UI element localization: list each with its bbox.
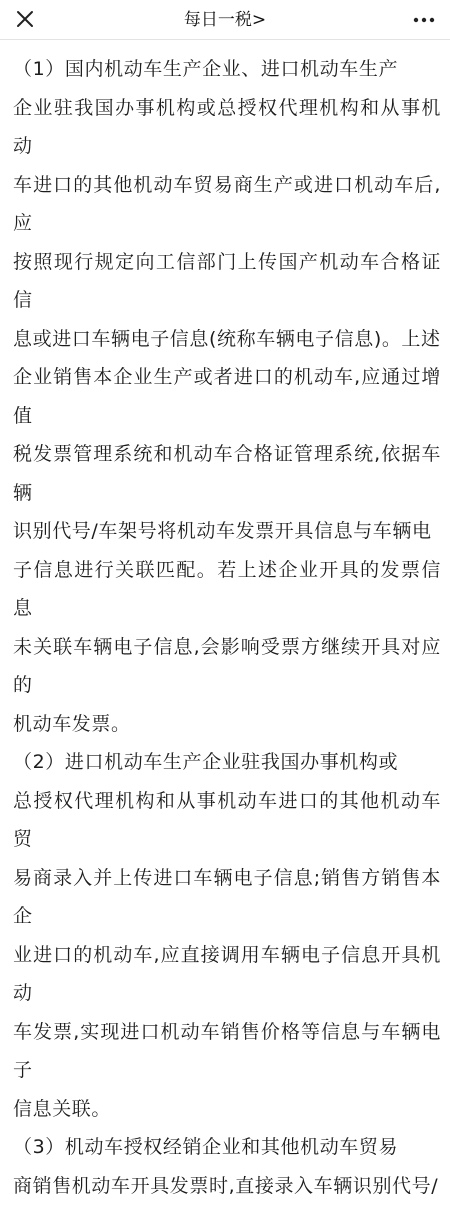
text-line: （2）进口机动车生产企业驻我国办事机构或 [13, 743, 441, 782]
paragraph-2 [13, 743, 441, 1128]
text-line: （3）机动车授权经销企业和其他机动车贸易 [13, 1128, 441, 1167]
text-line: （1）国内机动车生产企业、进口机动车生产 [13, 50, 441, 89]
text-line: 业进口的机动车,应直接调用车辆电子信息开具机动 [13, 936, 441, 1013]
text-line: 识别代号/车架号将机动车发票开具信息与车辆电 [13, 512, 441, 551]
more-dots-icon [413, 16, 435, 24]
text-line: 按照现行规定向工信部门上传国产机动车合格证信 [13, 243, 441, 320]
text-line: 总授权代理机构和从事机动车进口的其他机动车贸 [13, 782, 441, 859]
text-line: 企业驻我国办事机构或总授权代理机构和从事机动 [13, 89, 441, 166]
text-line: 税发票管理系统和机动车合格证管理系统,依据车辆 [13, 435, 441, 512]
page-title: 每日一税 [184, 10, 252, 30]
account-title-link[interactable] [184, 0, 266, 40]
text-line: 易商录入并上传进口车辆电子信息;销售方销售本企 [13, 859, 441, 936]
close-icon [15, 9, 35, 29]
paragraph-3 [13, 1128, 441, 1205]
close-button[interactable] [8, 2, 42, 36]
more-options-button[interactable] [408, 4, 440, 36]
text-line: 商销售机动车开具发票时,直接录入车辆识别代号/ [13, 1167, 441, 1205]
text-line: 子信息进行关联匹配。若上述企业开具的发票信息 [13, 551, 441, 628]
navigation-bar [0, 0, 450, 40]
chevron-right-icon: > [252, 10, 266, 30]
text-line: 企业销售本企业生产或者进口的机动车,应通过增值 [13, 358, 441, 435]
text-line: 车发票,实现进口机动车销售价格等信息与车辆电子 [13, 1013, 441, 1090]
text-line: 车进口的其他机动车贸易商生产或进口机动车后,应 [13, 166, 441, 243]
paragraph-1 [13, 50, 441, 743]
text-line: 未关联车辆电子信息,会影响受票方继续开具对应的 [13, 628, 441, 705]
text-line: 机动车发票。 [13, 705, 441, 744]
text-line: 息或进口车辆电子信息(统称车辆电子信息)。上述 [13, 320, 441, 359]
text-line: 信息关联。 [13, 1090, 441, 1129]
article-body [13, 50, 441, 1205]
